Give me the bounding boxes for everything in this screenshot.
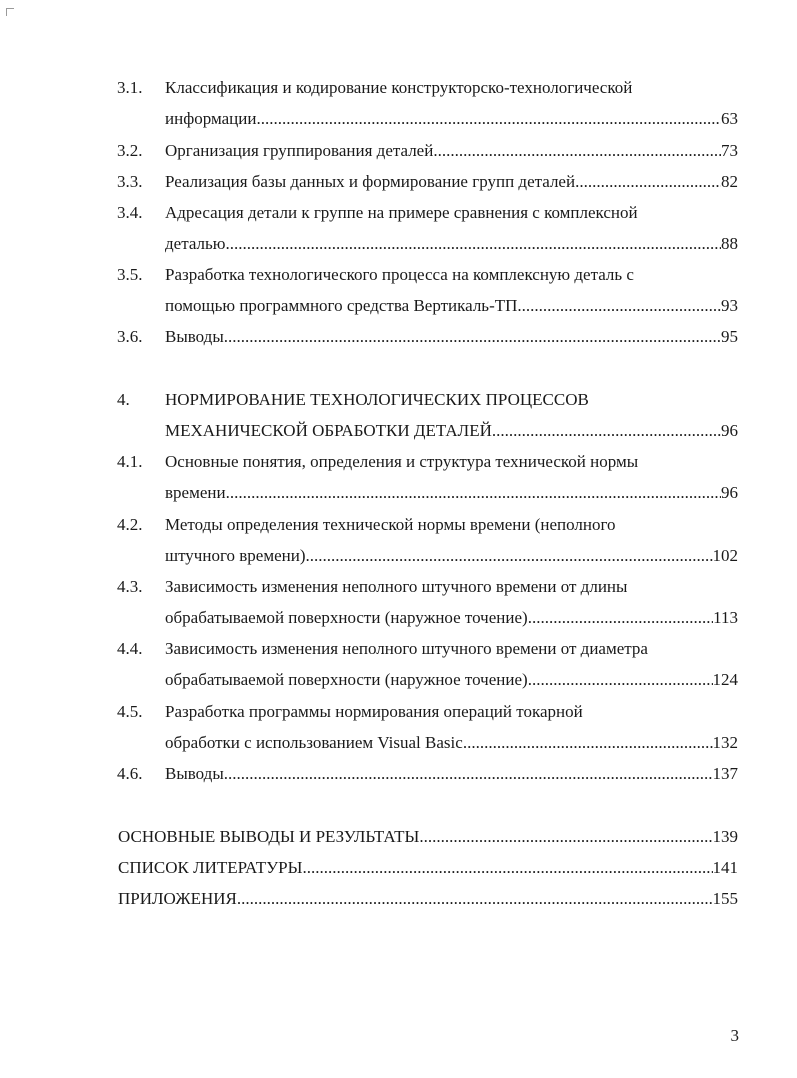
toc-entry-continuation — [165, 294, 738, 318]
toc-entry-number: 4.6. — [117, 764, 143, 783]
toc-entry-continuation — [165, 668, 738, 692]
toc-entry-title: Зависимость изменения неполного штучного времени от диаметра — [165, 639, 648, 658]
toc-entry-number: 3.4. — [117, 203, 143, 222]
toc-entry-title-cont: штучного времени) — [165, 546, 306, 565]
toc-entry-title-cont: информации — [165, 109, 257, 128]
toc-entry-page: 124 — [712, 670, 738, 689]
dot-leader — [302, 856, 712, 880]
toc-entry-number: 4.3. — [117, 577, 143, 596]
toc-entry-title-cont: обрабатываемой поверхности (наружное точение) — [165, 608, 528, 627]
toc-entry-number: 3.3. — [117, 172, 143, 191]
toc-entry-title: ПРИЛОЖЕНИЯ — [118, 889, 237, 908]
toc-entry-continuation — [165, 606, 738, 630]
toc-entry-number: 4.5. — [117, 702, 143, 721]
toc-entry-continuation — [165, 419, 738, 443]
toc-entry-continuation — [165, 107, 738, 131]
toc-entry-number: 3.5. — [117, 265, 143, 284]
toc-chapter-title: НОРМИРОВАНИЕ ТЕХНОЛОГИЧЕСКИХ ПРОЦЕССОВ — [165, 390, 589, 409]
toc-entry-page: 96 — [721, 483, 738, 502]
toc-entry-conclusions[interactable] — [118, 825, 738, 849]
toc-entry-title: Основные понятия, определения и структура технической нормы — [165, 452, 639, 471]
dot-leader — [463, 731, 713, 755]
toc-entry-page: 155 — [712, 889, 738, 908]
toc-entry-number: 4.1. — [117, 452, 143, 471]
toc-entry-line — [165, 762, 738, 786]
toc-entry-page: 82 — [721, 172, 738, 191]
toc-entry-page: 137 — [712, 764, 738, 783]
toc-entry-continuation — [165, 731, 738, 755]
dot-leader — [224, 762, 713, 786]
dot-leader — [419, 825, 712, 849]
page-number: 3 — [730, 1026, 739, 1045]
toc-entry-references[interactable] — [118, 856, 738, 880]
toc-entry-title-cont: времени — [165, 483, 226, 502]
toc-entry-continuation — [165, 481, 738, 505]
dot-leader — [237, 887, 713, 911]
toc-entry-title: СПИСОК ЛИТЕРАТУРЫ — [118, 858, 303, 877]
toc-entry-page: 93 — [721, 296, 738, 315]
toc-entry-title-cont: деталью — [165, 234, 226, 253]
toc-entry-page: 102 — [712, 546, 738, 565]
toc-entry-page: 88 — [721, 234, 738, 253]
toc-entry-number: 4. — [117, 390, 130, 409]
toc-entry-title: Адресация детали к группе на примере сравнения с комплексной — [165, 203, 638, 222]
dot-leader — [528, 668, 713, 692]
toc-entry-title-cont: помощью программного средства Вертикаль-ТП — [165, 296, 518, 315]
toc-entry-title-cont: обрабатываемой поверхности (наружное точение) — [165, 670, 528, 689]
toc-entry-page: 113 — [713, 608, 738, 627]
toc-entry-title: ОСНОВНЫЕ ВЫВОДЫ И РЕЗУЛЬТАТЫ — [118, 827, 420, 846]
dot-leader — [575, 170, 721, 194]
toc-entry-title: Организация группирования деталей — [165, 141, 434, 160]
toc-entry-number: 4.4. — [117, 639, 143, 658]
dot-leader — [433, 139, 721, 163]
toc-entry-number: 3.6. — [117, 327, 143, 346]
toc-entry-continuation — [165, 232, 738, 256]
toc-chapter-title-cont: МЕХАНИЧЕСКОЙ ОБРАБОТКИ ДЕТАЛЕЙ — [165, 421, 492, 440]
toc-entry-title: Реализация базы данных и формирование групп деталей — [165, 172, 576, 191]
toc-entry-number: 3.2. — [117, 141, 143, 160]
dot-leader — [226, 481, 721, 505]
toc-entry-page: 96 — [721, 421, 738, 440]
toc-entry-title: Классификация и кодирование конструкторско-технологической — [165, 78, 633, 97]
toc-entry-title: Разработка технологического процесса на комплексную деталь с — [165, 265, 634, 284]
toc-entry-line — [165, 170, 738, 194]
toc-entry-title: Выводы — [165, 764, 224, 783]
dot-leader — [492, 419, 721, 443]
toc-entry-page: 141 — [712, 858, 738, 877]
toc-entry-line — [165, 139, 738, 163]
toc-entry-title-cont: обработки с использованием Visual Basic — [165, 733, 463, 752]
toc-entry-page: 95 — [721, 327, 738, 346]
toc-entry-continuation — [165, 544, 738, 568]
toc-entry-title: Методы определения технической нормы времени (неполного — [165, 515, 616, 534]
dot-leader — [305, 544, 712, 568]
toc-entry-line — [165, 325, 738, 349]
toc-entry-title: Зависимость изменения неполного штучного времени от длины — [165, 577, 628, 596]
dot-leader — [528, 606, 713, 630]
dot-leader — [225, 232, 721, 256]
toc-entry-page: 139 — [712, 827, 738, 846]
toc-entry-number: 4.2. — [117, 515, 143, 534]
toc-entry-title: Выводы — [165, 327, 224, 346]
toc-entry-title: Разработка программы нормирования операций токарной — [165, 702, 583, 721]
dot-leader — [224, 325, 721, 349]
dot-leader — [256, 107, 721, 131]
toc-entry-page: 63 — [721, 109, 738, 128]
toc-entry-page: 73 — [721, 141, 738, 160]
toc-entry-number: 3.1. — [117, 78, 143, 97]
toc-entry-appendices[interactable] — [118, 887, 738, 911]
toc-entry-page: 132 — [712, 733, 738, 752]
dot-leader — [517, 294, 721, 318]
